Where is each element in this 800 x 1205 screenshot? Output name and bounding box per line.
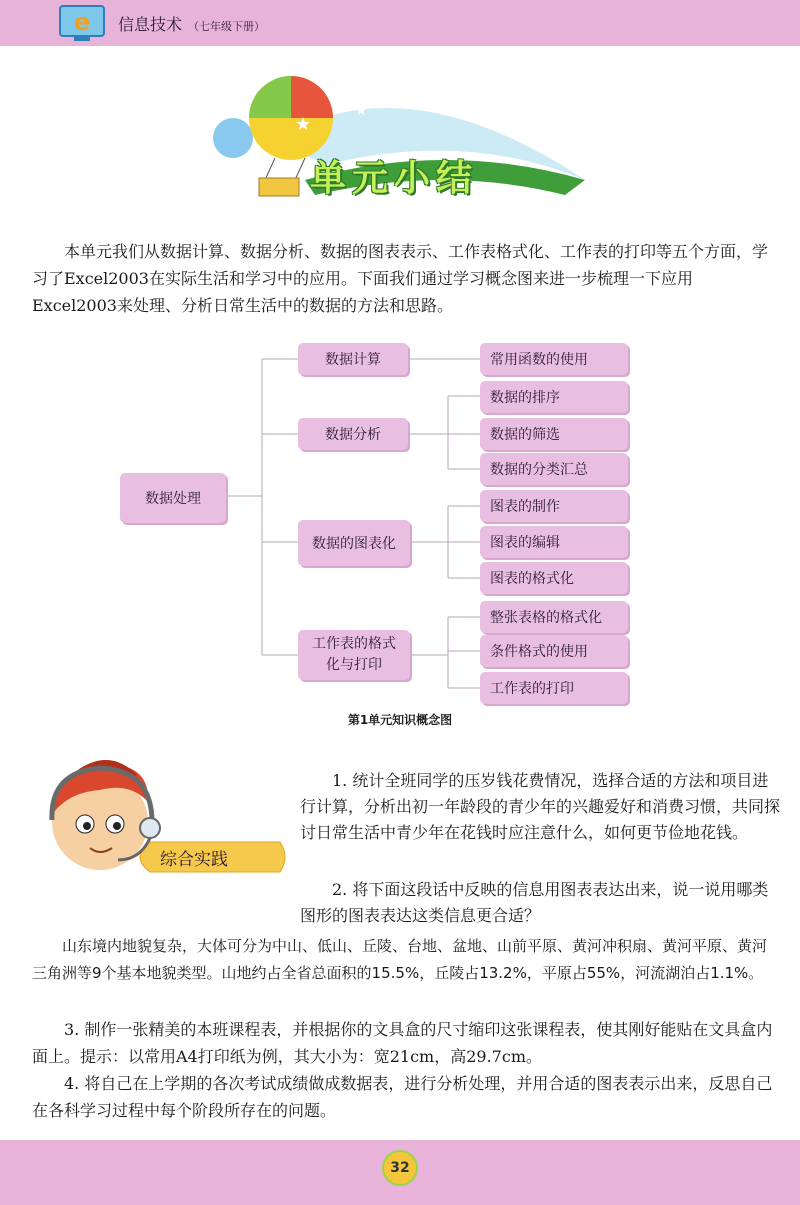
svg-text:★: ★ [415,89,426,103]
concept-leaf: 常用函数的使用 [480,343,628,375]
concept-leaf: 数据的分类汇总 [480,453,628,485]
practice-item-4: 4. 将自己在上学期的各次考试成绩做成数据表，进行分析处理，并用合适的图表表示出来，反思自己在各科学习过程中每个阶段所存在的问题。 [32,1074,773,1120]
page-number: 32 [382,1150,418,1186]
concept-leaf: 整张表格的格式化 [480,601,628,633]
concept-leaf: 条件格式的使用 [480,635,628,667]
practice-badge: 综合实践 [160,850,228,870]
book-title: 信息技术 [118,15,183,34]
practice-item-3: 3. 制作一张精美的本班课程表，并根据你的文具盒的尺寸缩印这张课程表，使其刚好能贴在文具盒内面上。提示：以常用A4打印纸为例，其大小为：宽21cm，高29.7cm。 [32,1020,773,1066]
concept-branch-analysis: 数据分析 [298,418,408,450]
concept-leaf: 图表的制作 [480,490,628,522]
practice-item-1: 1. 统计全班同学的压岁钱花费情况，选择合适的方法和项目进行计算，分析出初一年龄段的青少年的兴趣爱好和消费习惯，共同探讨日常生活中青少年在花钱时应注意什么，如何更节俭地花钱。 [300,771,781,842]
concept-leaf: 数据的筛选 [480,418,628,450]
concept-leaf: 图表的编辑 [480,526,628,558]
concept-branch-chart: 数据的图表化 [298,520,410,566]
svg-text:★: ★ [355,103,368,119]
concept-leaf: 数据的排序 [480,381,628,413]
book-grade: （七年级下册） [188,20,266,33]
concept-leaf: 工作表的打印 [480,672,628,704]
figure-caption: 第1单元知识概念图 [347,713,453,727]
concept-root: 数据处理 [120,473,226,523]
intro-paragraph: 本单元我们从数据计算、数据分析、数据的图表表示、工作表格式化、工作表的打印等五个方面，学习了Excel2003在实际生活和学习中的应用。下面我们通过学习概念图来进一步梳理一下应用Excel2003来处理、分析日常生活中的数据的方法和思路。 [32,242,769,315]
section-title: 单元小结 [310,158,479,199]
concept-branch-calc: 数据计算 [298,343,408,375]
practice-item-2: 2. 将下面这段话中反映的信息用图表表达出来，说一说用哪类图形的图表表达这类信息更合适？ [300,880,769,925]
concept-branch-format: 工作表的格式化与打印 [298,630,410,680]
svg-text:e: e [73,8,91,36]
practice-quote: 山东境内地貌复杂，大体可分为中山、低山、丘陵、台地、盆地、山前平原、黄河冲积扇、黄河平原、黄河三角洲等9个基本地貌类型。山地约占全省总面积的15.5%，丘陵占13.2%，平原占55%，河流湖泊占1.1%。 [32,937,768,982]
concept-leaf: 图表的格式化 [480,562,628,594]
svg-text:★: ★ [295,114,312,135]
